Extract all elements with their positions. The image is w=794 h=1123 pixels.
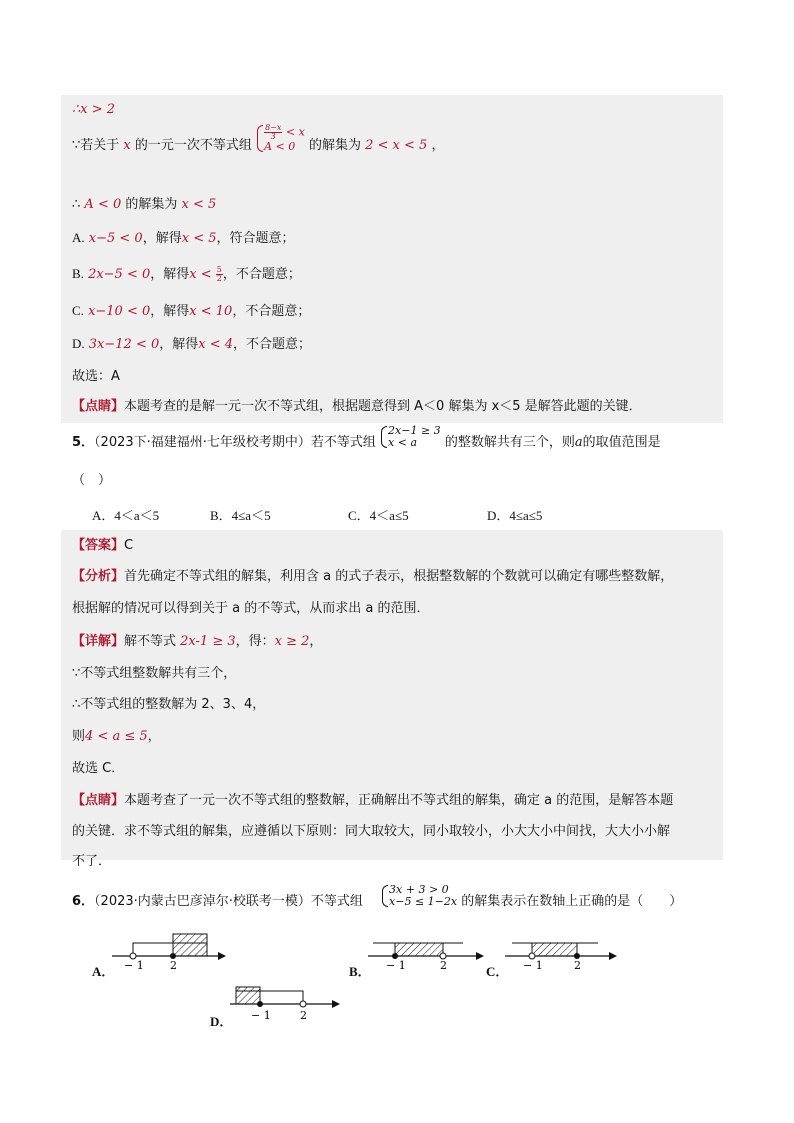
q5-detail-4: 则4 < a ≤ 5， [72, 729, 161, 744]
tick-label: 2 [300, 1009, 307, 1022]
q5-comment-3: 不了． [72, 854, 112, 869]
q6-option-c-label[interactable]: C． [486, 964, 509, 979]
open-point [300, 1001, 306, 1007]
tick-label: − 1 [523, 959, 543, 972]
q6-option-a-label[interactable]: A． [92, 964, 115, 979]
q5-option-d[interactable]: D．4≤a≤5 [487, 508, 543, 523]
solution-hatch [532, 943, 577, 956]
q6-number-line-c[interactable] [505, 925, 620, 973]
inequality-system: 3x + 3 > 0 x−5 ≤ 1−2x [381, 884, 457, 908]
axis-arrow [476, 952, 484, 960]
q5-comment-1: 【点睛】本题考查了一元一次不等式组的整数解，正确解出不等式组的解集，确定 a 的范围，是解答本题 [72, 793, 674, 808]
tick-label: 2 [574, 959, 581, 972]
q5-option-b[interactable]: B．4≤a＜5 [210, 508, 271, 523]
tick-label: − 1 [251, 1009, 271, 1022]
solution-hatch [395, 943, 443, 956]
q5-analysis-1: 【分析】首先确定不等式组的解集，利用含 a 的式子表示，根据整数解的个数就可以确定有哪些整数解， [72, 569, 674, 584]
q5-comment-2: 的关键．求不等式组的解集，应遵循以下原则：同大取较大，同小取较小，小大大小中间找，大大小小解 [72, 824, 671, 839]
q6-number-line-d[interactable] [230, 983, 345, 1031]
q5-detail-5: 故选 C． [72, 761, 125, 776]
solution-choice: 故选：A [72, 369, 120, 384]
question-5: 5．（2023下·福建福州·七年级校考期中）若不等式组 2x−1 ≥ 3 x < a 的整数解共有三个，则a的取值范围是 [72, 423, 661, 450]
axis-arrow [609, 952, 617, 960]
q5-option-c[interactable]: C．4＜a≤5 [348, 508, 409, 523]
q5-detail-1: 【详解】解不等式 2x-1 ≥ 3，得：x ≥ 2， [72, 634, 323, 649]
q5-answer: 【答案】C [72, 538, 134, 553]
axis-arrow [332, 1000, 340, 1008]
solution-comment: 【点睛】本题考查的是解一元一次不等式组，根据题意得到 A＜0 解集为 x＜5 是解答此题的关键． [72, 399, 642, 414]
q6-number-line-a[interactable] [112, 925, 227, 973]
solution-option-c: C. x−10 < 0，解得x < 10，不合题意； [72, 303, 311, 319]
inequality-system: $\frac{8-x}{3}$ < x A < 0 [256, 124, 305, 153]
inequality-system: 2x−1 ≥ 3 x < a [380, 425, 441, 449]
tick-label: − 1 [386, 959, 406, 972]
solution-option-d: D. 3x−12 < 0，解得x < 4，不合题意； [72, 336, 312, 352]
q6-option-b-label[interactable]: B． [349, 964, 371, 979]
q5-option-a[interactable]: A．4＜a＜5 [92, 508, 160, 523]
solution-line-3: ∴ A < 0 的解集为 x < 5 [72, 197, 217, 212]
tick-label: − 1 [124, 959, 144, 972]
q5-detail-2: ∵不等式组整数解共有三个， [72, 666, 237, 681]
question-6: 6．（2023·内蒙古巴彦淖尔·校联考一模）不等式组 3x + 3 > 0 x−5 ≤ 1−2x 的解集表示在数轴上正确的是（ ） [72, 882, 683, 909]
q5-analysis-2: 根据解的情况可以得到关于 a 的不等式，从而求出 a 的范围． [72, 601, 430, 616]
solution-line-2: ∵若关于 x 的一元一次不等式组 $\frac{8-x}{3}$ < x A < 0 的解集为 2 < x < 5 ， [72, 123, 445, 153]
tick-label: 2 [170, 959, 177, 972]
solution-line-1: ∴x > 2 [72, 102, 116, 117]
question-5-paren: （ ） [72, 473, 112, 488]
tick-label: 2 [440, 959, 447, 972]
solution-option-a: A. x−5 < 0，解得x < 5，符合题意； [72, 230, 295, 246]
q6-number-line-b[interactable] [368, 925, 488, 973]
closed-point [257, 1001, 263, 1007]
q6-option-d-label[interactable]: D． [210, 1014, 233, 1029]
axis-arrow [218, 952, 226, 960]
solution-bracket-right [173, 934, 207, 956]
solution-hatch [236, 987, 260, 1004]
q5-detail-3: ∴不等式组的整数解为 2、3、4， [72, 697, 266, 712]
solution-option-b: B. 2x−5 < 0，解得x < $\frac{5}{2}$ ，不合题意； [72, 265, 301, 283]
